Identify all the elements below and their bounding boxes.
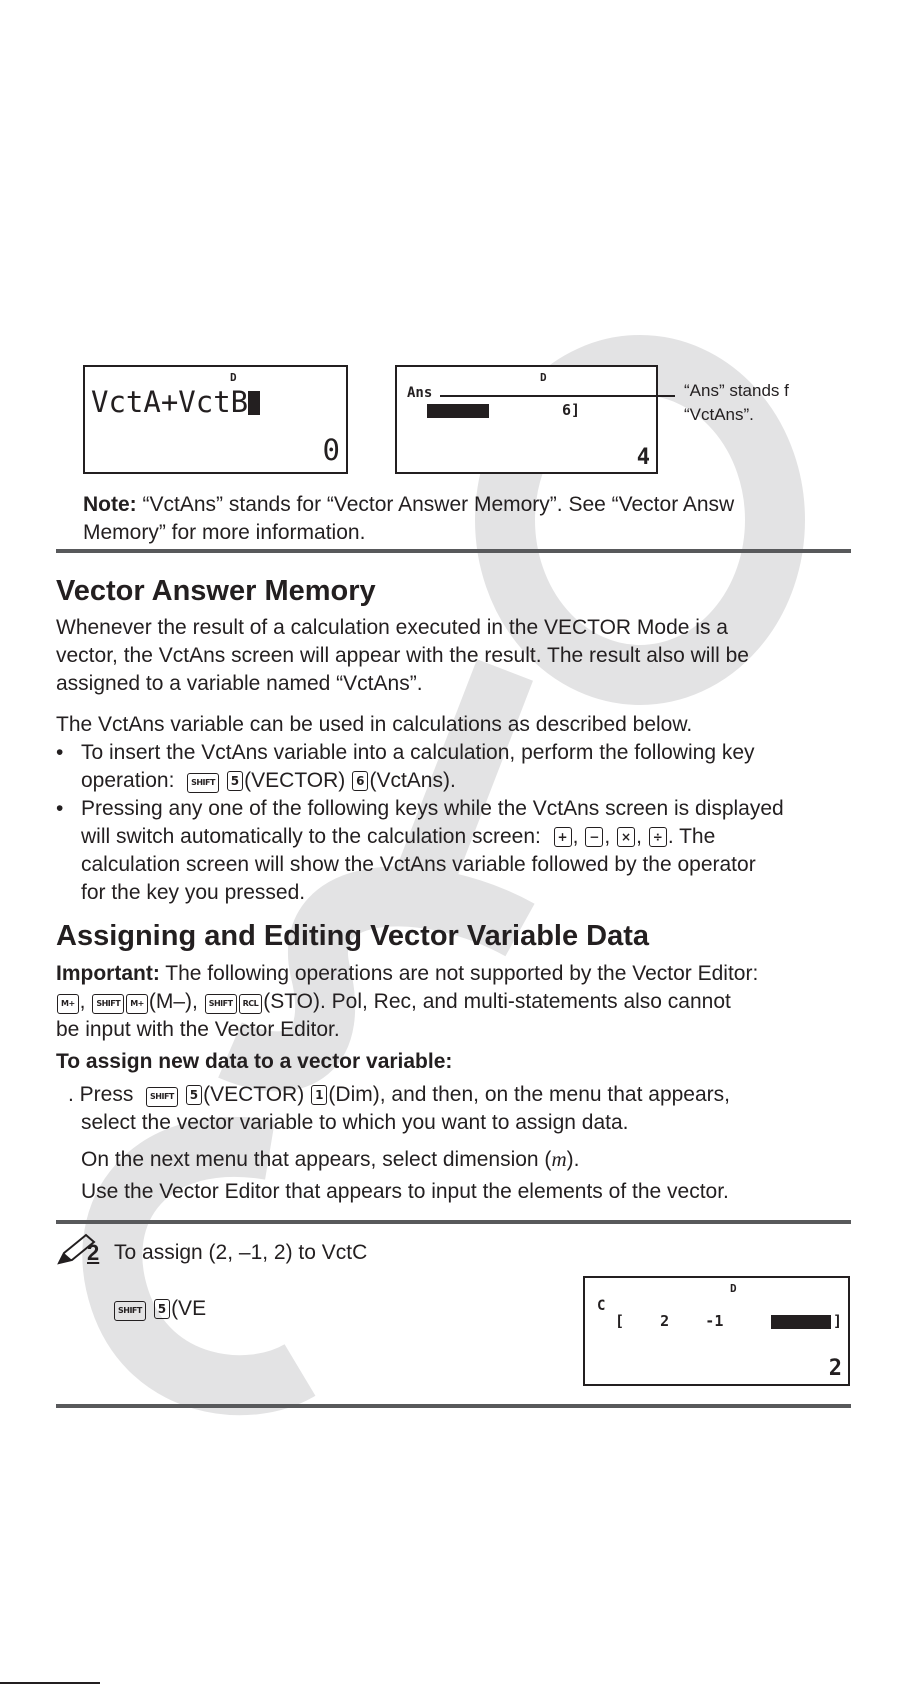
step-2: On the next menu that appears, select dimension (m).: [81, 1147, 580, 1171]
shift-key-icon: SHIFT: [92, 994, 124, 1014]
shift-key-icon: SHIFT: [205, 994, 237, 1014]
vector-label: C: [597, 1298, 606, 1314]
screen-result: 2: [828, 1356, 842, 1381]
degree-indicator: D: [230, 371, 237, 384]
ans-label: Ans: [407, 385, 433, 401]
key-5-icon: 5: [186, 1085, 202, 1105]
callout-line: [440, 395, 675, 397]
m-plus-key-icon: M+: [126, 994, 148, 1014]
divider: [56, 1220, 851, 1224]
calculator-screen-vctans: [395, 365, 658, 474]
calculator-screen-vctc: [583, 1276, 850, 1386]
divider: [56, 549, 851, 553]
cursor: [248, 391, 260, 415]
section-title-assigning-editing: Assigning and Editing Vector Variable Data: [56, 920, 650, 952]
screen-result: 0: [322, 433, 340, 467]
m-plus-key-icon: M+: [57, 994, 79, 1014]
calculator-screen-input: [83, 365, 348, 474]
degree-indicator: D: [730, 1282, 737, 1295]
shift-key-icon: SHIFT: [187, 773, 219, 793]
note: Note: “VctAns” stands for “Vector Answer Memory”. See “Vector Answ Memory” for more information.: [83, 493, 735, 544]
minus-key-icon: −: [585, 827, 603, 847]
divider: [56, 1404, 851, 1408]
key-5-icon: 5: [154, 1299, 170, 1319]
shift-key-icon: SHIFT: [146, 1087, 178, 1107]
list-item: To insert the VctAns variable into a calculation, perform the following key operation: SHIFT 5 (VECTOR) 6 (VctAns).: [81, 741, 755, 792]
highlight-cell: [427, 404, 489, 418]
screen-result: 4: [636, 445, 650, 470]
subheading: To assign new data to a vector variable:: [56, 1050, 453, 1073]
key-6-icon: 6: [352, 771, 368, 791]
shift-key-icon: SHIFT: [114, 1301, 146, 1321]
rcl-key-icon: RCL: [239, 994, 263, 1014]
list-item: Pressing any one of the following keys while the VctAns screen is displayed will switch automatically to the calculation screen: + , − , × , ÷ . The calculation screen will show the VctAns variable followed by the operator for the key you pressed.: [81, 797, 784, 904]
footer-line: [0, 1682, 100, 1684]
vector-bracket-end: ]: [833, 1312, 843, 1330]
step-1: . Press SHIFT 5 (VECTOR) 1 (Dim), and then, on the menu that appears, select the vector variable to which you want to assign data.: [68, 1083, 730, 1134]
important-note: Important: The following operations are not supported by the Vector Editor: M+ , SHIFT M+ (M–), SHIFT RCL (STO). Pol, Rec, and multi-statements also cannot be input with the Vector Editor.: [56, 962, 759, 1041]
example-number: 2: [87, 1240, 100, 1265]
example-keystrokes: SHIFT 5 (VE: [113, 1295, 206, 1323]
example-title: To assign (2, –1, 2) to VctC: [114, 1241, 368, 1264]
screen-expression: VctA+VctB: [91, 385, 260, 419]
plus-key-icon: +: [554, 827, 572, 847]
section-title-vector-answer-memory: Vector Answer Memory: [56, 575, 376, 607]
step-3: Use the Vector Editor that appears to input the elements of the vector.: [81, 1180, 729, 1203]
bullet-marker: •: [56, 741, 64, 764]
callout-text: “Ans” stands f “VctAns”.: [684, 381, 789, 424]
vector-bracket-end: 6]: [562, 401, 581, 419]
divide-key-icon: ÷: [649, 827, 667, 847]
bullet-marker: •: [56, 797, 64, 820]
paragraph: The VctAns variable can be used in calculations as described below.: [56, 713, 693, 736]
key-1-icon: 1: [311, 1085, 327, 1105]
key-5-icon: 5: [227, 771, 243, 791]
vector-row: [ 2 -1: [615, 1312, 724, 1330]
paragraph: Whenever the result of a calculation executed in the VECTOR Mode is a vector, the VctAns screen will appear with the result. The result also will be assigned to a variable named “VctAns”.: [56, 616, 749, 695]
degree-indicator: D: [540, 371, 547, 384]
highlight-cell: [771, 1315, 831, 1329]
multiply-key-icon: ×: [617, 827, 635, 847]
